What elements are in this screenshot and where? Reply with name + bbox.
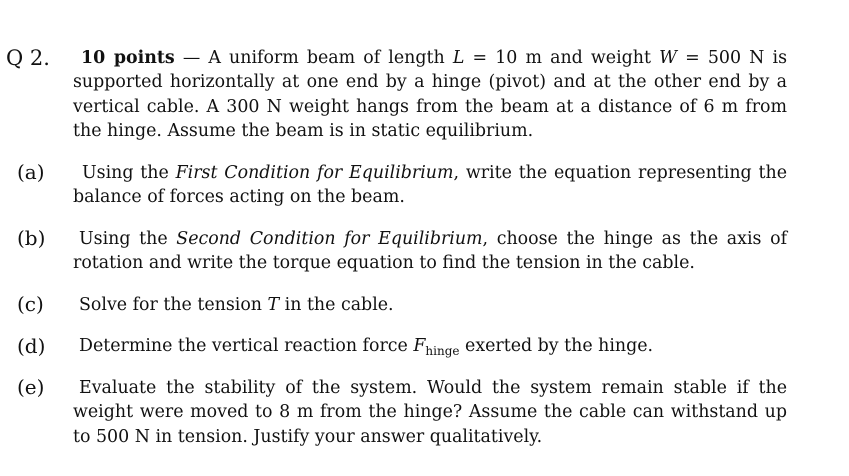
part-a-label: (a) <box>17 160 45 184</box>
symbol-F-subscript: hinge <box>425 344 460 358</box>
part-b-label: (b) <box>17 226 46 250</box>
part-d-text: Determine the vertical reaction force $F_{hinge}$ exerted by the hinge. <box>79 336 654 358</box>
part-d-label: (d) <box>17 334 46 358</box>
symbol-W: W <box>659 48 677 68</box>
part-b-text: Using the Second Condition for Equilibrium, choose the hinge as the axis of rotation and write the torque equation to find the tension in the cable. <box>73 229 788 274</box>
part-a-text: Using the First Condition for Equilibrium, write the equation representing the balance of forces acting on the beam. <box>73 163 787 208</box>
part-e-label: (e) <box>17 375 45 399</box>
question-intro: 10 points — A uniform beam of length L = 10 m and weight W = 500 N is supported horizontally at one end by a hinge (pivot) and at the other end by a vertical cable. A 300 N weight hangs from the beam at a distance of 6 m from the hinge. Assume the beam is in static equilibrium. <box>73 48 787 142</box>
points-label: 10 points <box>81 48 175 68</box>
question-number: Q 2. <box>6 46 50 70</box>
symbol-L: L <box>452 48 465 68</box>
symbol-T: T <box>267 295 280 315</box>
part-e-text: Evaluate the stability of the system. Would the system remain stable if the weight were moved to 8 m from the hinge? Assume the cable can withstand up to 500 N in tension. Justify your answer qualitatively. <box>73 378 787 447</box>
part-c-text: Solve for the tension T in the cable. <box>79 295 394 315</box>
symbol-F: F <box>413 336 426 356</box>
part-c-label: (c) <box>17 292 44 316</box>
